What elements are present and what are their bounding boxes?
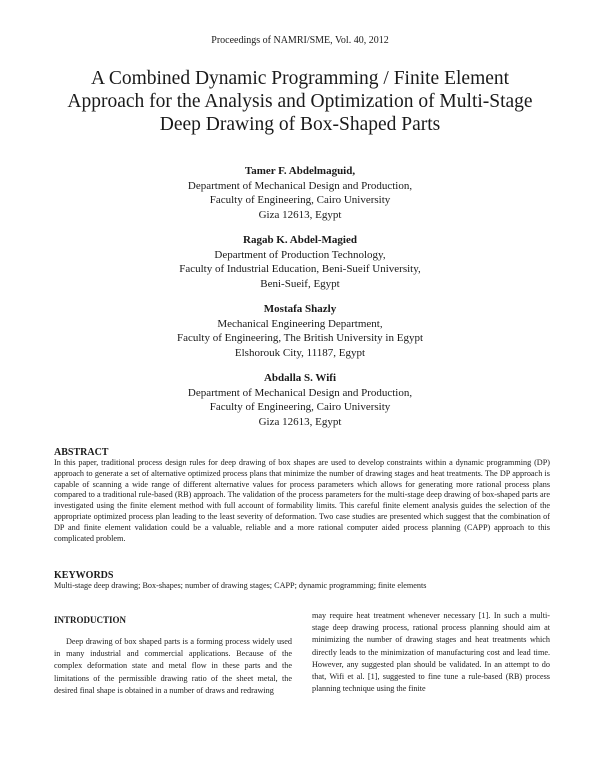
author-name: Abdalla S. Wifi xyxy=(263,372,337,384)
author-affiliation: Faculty of Engineering, Cairo University xyxy=(209,194,391,206)
author-name: Tamer F. Abdelmaguid, xyxy=(244,165,356,177)
author-1 xyxy=(0,164,600,222)
author-affiliation: Department of Mechanical Design and Production, xyxy=(187,386,413,399)
title-line-3: Deep Drawing of Box-Shaped Parts xyxy=(159,114,441,135)
abstract-text: In this paper, traditional process design rules for deep drawing of box shapes are used to develop constraints within a dynamic programming (DP) approach to generate a set of alternative optimized process plans that minimize the number of drawing stages and heat treatments. The DP approach is capable of scanning a wide range of different alternative values for process parameters which allows for generating more rational process plans compared to a traditional rule-based (RB) approach. The validation of the process parameters for the multi-stage deep drawing of box-shaped parts are investigated using the finite element method with full account of formability limits. This careful finite element analysis guides the selection of the appropriate optimized process plan leading to the least severity of deformation. Two case studies are presented which suggest that the combination of DP and finite element validation could be a valuable, reliable and a more rational computer aided process planning (CAPP) approach to this complicated problem. xyxy=(54,458,550,543)
keywords-text: Multi-stage deep drawing; Box-shapes; number of drawing stages; CAPP; dynamic programming; finite elements xyxy=(54,581,427,590)
abstract-heading: ABSTRACT xyxy=(54,447,109,458)
proceedings-header: Proceedings of NAMRI/SME, Vol. 40, 2012 xyxy=(211,35,389,46)
author-affiliation: Faculty of Engineering, The British University in Egypt xyxy=(176,332,424,344)
introduction-heading: INTRODUCTION xyxy=(54,615,127,625)
author-affiliation: Giza 12613, Egypt xyxy=(258,208,342,221)
title-line-1: A Combined Dynamic Programming / Finite Element xyxy=(90,68,510,89)
author-name: Mostafa Shazly xyxy=(263,303,337,315)
author-name: Ragab K. Abdel-Magied xyxy=(243,234,357,246)
body-column-left xyxy=(54,615,292,697)
introduction-paragraph: Deep drawing of box shaped parts is a forming process widely used in many industrial and commercial applications. Because of the complex deformation state and metal flow in these parts and the limitations of the permissible drawing ratio of the sheet metal, the desired final shape is obtained in a number of draws and redrawing xyxy=(54,637,292,695)
author-affiliation: Elshorouk City, 11187, Egypt xyxy=(234,346,366,359)
author-affiliation: Giza 12613, Egypt xyxy=(258,415,342,428)
author-affiliation: Beni-Sueif, Egypt xyxy=(260,277,340,290)
author-4 xyxy=(0,371,600,429)
author-affiliation: Department of Production Technology, xyxy=(214,248,386,261)
author-2 xyxy=(0,233,600,291)
author-3 xyxy=(0,302,600,360)
author-affiliation: Faculty of Industrial Education, Beni-Sueif University, xyxy=(179,263,421,275)
author-affiliation: Mechanical Engineering Department, xyxy=(217,317,383,330)
paper-title xyxy=(0,67,600,136)
author-affiliation: Faculty of Engineering, Cairo University xyxy=(209,401,391,413)
abstract-section xyxy=(54,447,550,544)
body-column-right xyxy=(312,610,550,695)
introduction-paragraph-continued: may require heat treatment whenever necessary [1]. In such a multi-stage deep drawing process, rational process planning should aim at minimizing the number of drawing stages and heat treatments which directly leads to the minimization of manufacturing cost and lead time. However, any suggested plan should be validated. In an attempt to do that, Wifi et al. [1], suggested to fine tune a rule-based (RB) process planning technique using the finite xyxy=(312,611,550,694)
keywords-section xyxy=(54,570,550,592)
title-line-2: Approach for the Analysis and Optimization of Multi-Stage xyxy=(67,91,533,112)
keywords-heading: KEYWORDS xyxy=(54,570,114,581)
author-list xyxy=(0,164,600,440)
author-affiliation: Department of Mechanical Design and Production, xyxy=(187,179,413,192)
